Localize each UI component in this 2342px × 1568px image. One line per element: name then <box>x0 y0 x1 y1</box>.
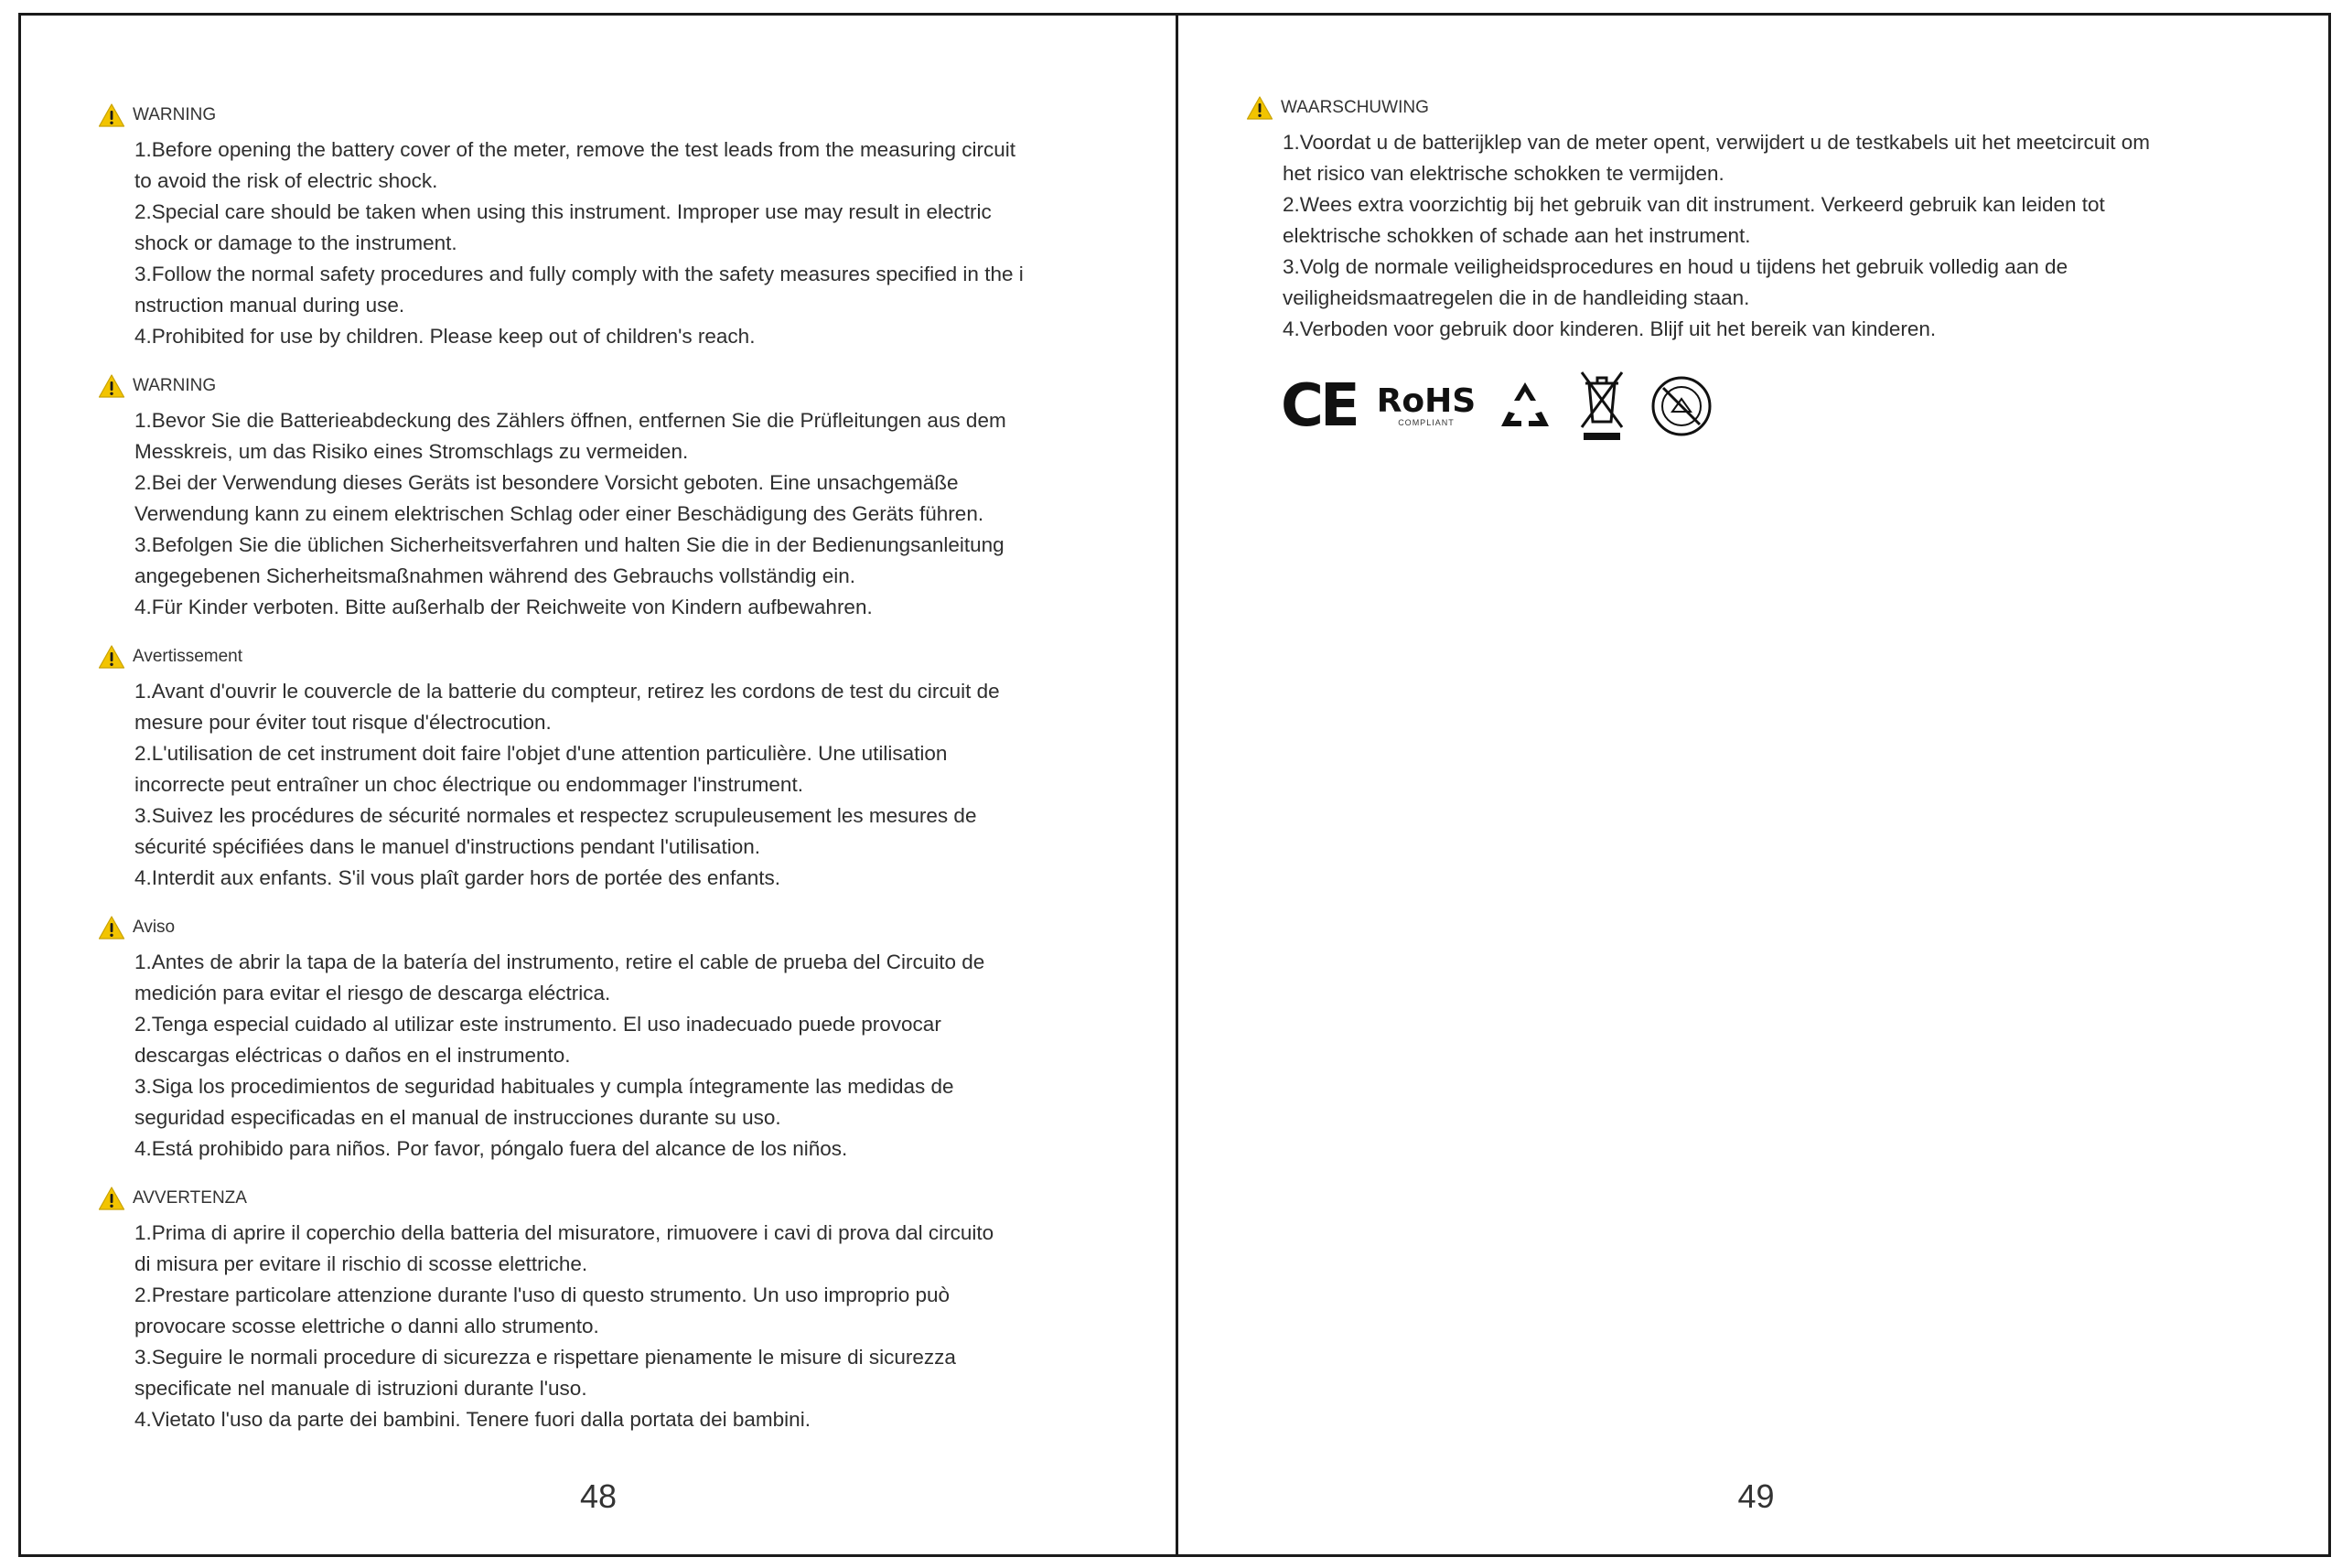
warning-section-dutch <box>1246 94 2289 345</box>
instruction-line: veiligheidsmaatregelen die in de handleiding staan. <box>1283 286 1750 309</box>
warning-triangle-icon <box>98 373 125 399</box>
left-page-content <box>98 102 1123 1455</box>
instruction-line: 1.Voordat u de batterijklep van de meter opent, verwijdert u de testkabels uit het meetcircuit om <box>1283 131 2151 154</box>
rohs-subtext: COMPLIANT <box>1398 418 1455 427</box>
rohs-text: RoHS <box>1376 382 1477 420</box>
warning-section-french <box>98 643 1123 894</box>
section-heading-text: Avertissement <box>133 647 243 666</box>
instruction-line: nstruction manual during use. <box>134 294 405 317</box>
instruction-line: 4.Prohibited for use by children. Please keep out of children's reach. <box>134 325 756 348</box>
warning-section-spanish <box>98 914 1123 1165</box>
certification-logos <box>1281 367 2289 446</box>
warning-section-german <box>98 372 1123 623</box>
instruction-line: 3.Suivez les procédures de sécurité normales et respectez scrupuleusement les mesures de <box>134 804 977 827</box>
ce-mark-text: CE <box>1281 372 1357 440</box>
instruction-line: 2.Special care should be taken when using this instrument. Improper use may result in electric <box>134 200 992 223</box>
page-48 <box>21 16 1176 1554</box>
section-heading-text: WARNING <box>133 105 217 124</box>
instruction-line: 3.Volg de normale veiligheidsprocedures en houd u tijdens het gebruik volledig aan de <box>1283 255 2068 278</box>
instruction-line: 3.Seguire le normali procedure di sicurezza e rispettare pienamente le misure di sicurezza <box>134 1346 956 1369</box>
instruction-line: 3.Befolgen Sie die üblichen Sicherheitsverfahren und halten Sie die in der Bedienungsanleitung <box>134 533 1004 556</box>
section-heading-text: WARNING <box>133 376 217 395</box>
instruction-line: angegebenen Sicherheitsmaßnahmen während des Gebrauchs vollständig ein. <box>134 564 856 587</box>
instruction-line: Messkreis, um das Risiko eines Stromschlags zu vermeiden. <box>134 440 689 463</box>
instruction-line: di misura per evitare il rischio di scosse elettriche. <box>134 1252 588 1275</box>
weee-crossed-bin-icon <box>1574 367 1629 446</box>
rohs-icon <box>1376 382 1477 427</box>
instruction-line: 1.Antes de abrir la tapa de la batería del instrumento, retire el cable de prueba del Circuito de <box>134 950 985 973</box>
manual-spread <box>18 13 2331 1557</box>
instruction-line: 4.Vietato l'uso da parte dei bambini. Tenere fuori dalla portata dei bambini. <box>134 1408 811 1431</box>
instruction-line: medición para evitar el riesgo de descarga eléctrica. <box>134 982 611 1004</box>
instruction-line: seguridad especificadas en el manual de instrucciones durante su uso. <box>134 1106 781 1129</box>
instruction-line: 4.Interdit aux enfants. S'il vous plaît garder hors de portée des enfants. <box>134 866 780 889</box>
section-heading <box>1246 94 2289 122</box>
warning-triangle-icon <box>98 102 125 128</box>
ce-mark-icon <box>1281 372 1357 440</box>
section-heading <box>98 102 1123 129</box>
warning-triangle-icon <box>98 644 125 670</box>
right-page-content <box>1246 94 2289 446</box>
instruction-line: 4.Für Kinder verboten. Bitte außerhalb der Reichweite von Kindern aufbewahren. <box>134 596 873 618</box>
instruction-line: elektrische schokken of schade aan het instrument. <box>1283 224 1751 247</box>
section-heading <box>98 1185 1123 1212</box>
instruction-line: 1.Bevor Sie die Batterieabdeckung des Zählers öffnen, entfernen Sie die Prüfleitungen aus dem <box>134 409 1006 432</box>
warning-section-english <box>98 102 1123 352</box>
page-49 <box>1178 16 2334 1554</box>
section-heading-text: AVVERTENZA <box>133 1188 247 1208</box>
page-number: 48 <box>579 1477 618 1515</box>
instruction-line: sécurité spécifiées dans le manuel d'instructions pendant l'utilisation. <box>134 835 760 858</box>
recycle-icon <box>1496 377 1554 435</box>
instruction-line: 2.Bei der Verwendung dieses Geräts ist besondere Vorsicht geboten. Eine unsachgemäße <box>134 471 959 494</box>
instruction-line: Verwendung kann zu einem elektrischen Schlag oder einer Beschädigung des Geräts führen. <box>134 502 984 525</box>
instruction-line: descargas eléctricas o daños en el instrumento. <box>134 1044 571 1067</box>
instruction-line: 1.Avant d'ouvrir le couvercle de la batterie du compteur, retirez les cordons de test du circuit de <box>134 680 1000 703</box>
instruction-line: to avoid the risk of electric shock. <box>134 169 438 192</box>
section-heading-text: Aviso <box>133 918 176 937</box>
warning-triangle-icon <box>98 1186 125 1211</box>
section-heading-text: WAARSCHUWING <box>1281 98 1429 117</box>
prohibited-circle-icon <box>1649 374 1714 438</box>
warning-section-italian <box>98 1185 1123 1435</box>
instruction-line: provocare scosse elettriche o danni allo strumento. <box>134 1315 599 1337</box>
instruction-line: specificate nel manuale di istruzioni durante l'uso. <box>134 1377 587 1400</box>
section-heading <box>98 914 1123 941</box>
instruction-line: mesure pour éviter tout risque d'électrocution. <box>134 711 552 734</box>
instruction-line: het risico van elektrische schokken te vermijden. <box>1283 162 1724 185</box>
warning-triangle-icon <box>98 915 125 940</box>
warning-triangle-icon <box>1246 95 1273 121</box>
instruction-line: 3.Follow the normal safety procedures and fully comply with the safety measures specified in the i <box>134 263 1024 285</box>
instruction-line: 2.L'utilisation de cet instrument doit faire l'objet d'une attention particulière. Une utilisation <box>134 742 948 765</box>
instruction-line: 1.Prima di aprire il coperchio della batteria del misuratore, rimuovere i cavi di prova dal circuito <box>134 1221 994 1244</box>
page-number: 49 <box>1737 1477 1775 1515</box>
instruction-line: 2.Prestare particolare attenzione durante l'uso di questo strumento. Un uso improprio può <box>134 1283 951 1306</box>
instruction-line: incorrecte peut entraîner un choc électrique ou endommager l'instrument. <box>134 773 803 796</box>
instruction-line: shock or damage to the instrument. <box>134 231 457 254</box>
instruction-line: 3.Siga los procedimientos de seguridad habituales y cumpla íntegramente las medidas de <box>134 1075 954 1098</box>
section-heading <box>98 643 1123 671</box>
instruction-line: 1.Before opening the battery cover of the meter, remove the test leads from the measuring circuit <box>134 138 1015 161</box>
instruction-line: 2.Wees extra voorzichtig bij het gebruik van dit instrument. Verkeerd gebruik kan leiden tot <box>1283 193 2105 216</box>
instruction-line: 4.Está prohibido para niños. Por favor, póngalo fuera del alcance de los niños. <box>134 1137 848 1160</box>
instruction-line: 2.Tenga especial cuidado al utilizar este instrumento. El uso inadecuado puede provocar <box>134 1013 941 1036</box>
section-heading <box>98 372 1123 400</box>
instruction-line: 4.Verboden voor gebruik door kinderen. Blijf uit het bereik van kinderen. <box>1283 317 1937 340</box>
